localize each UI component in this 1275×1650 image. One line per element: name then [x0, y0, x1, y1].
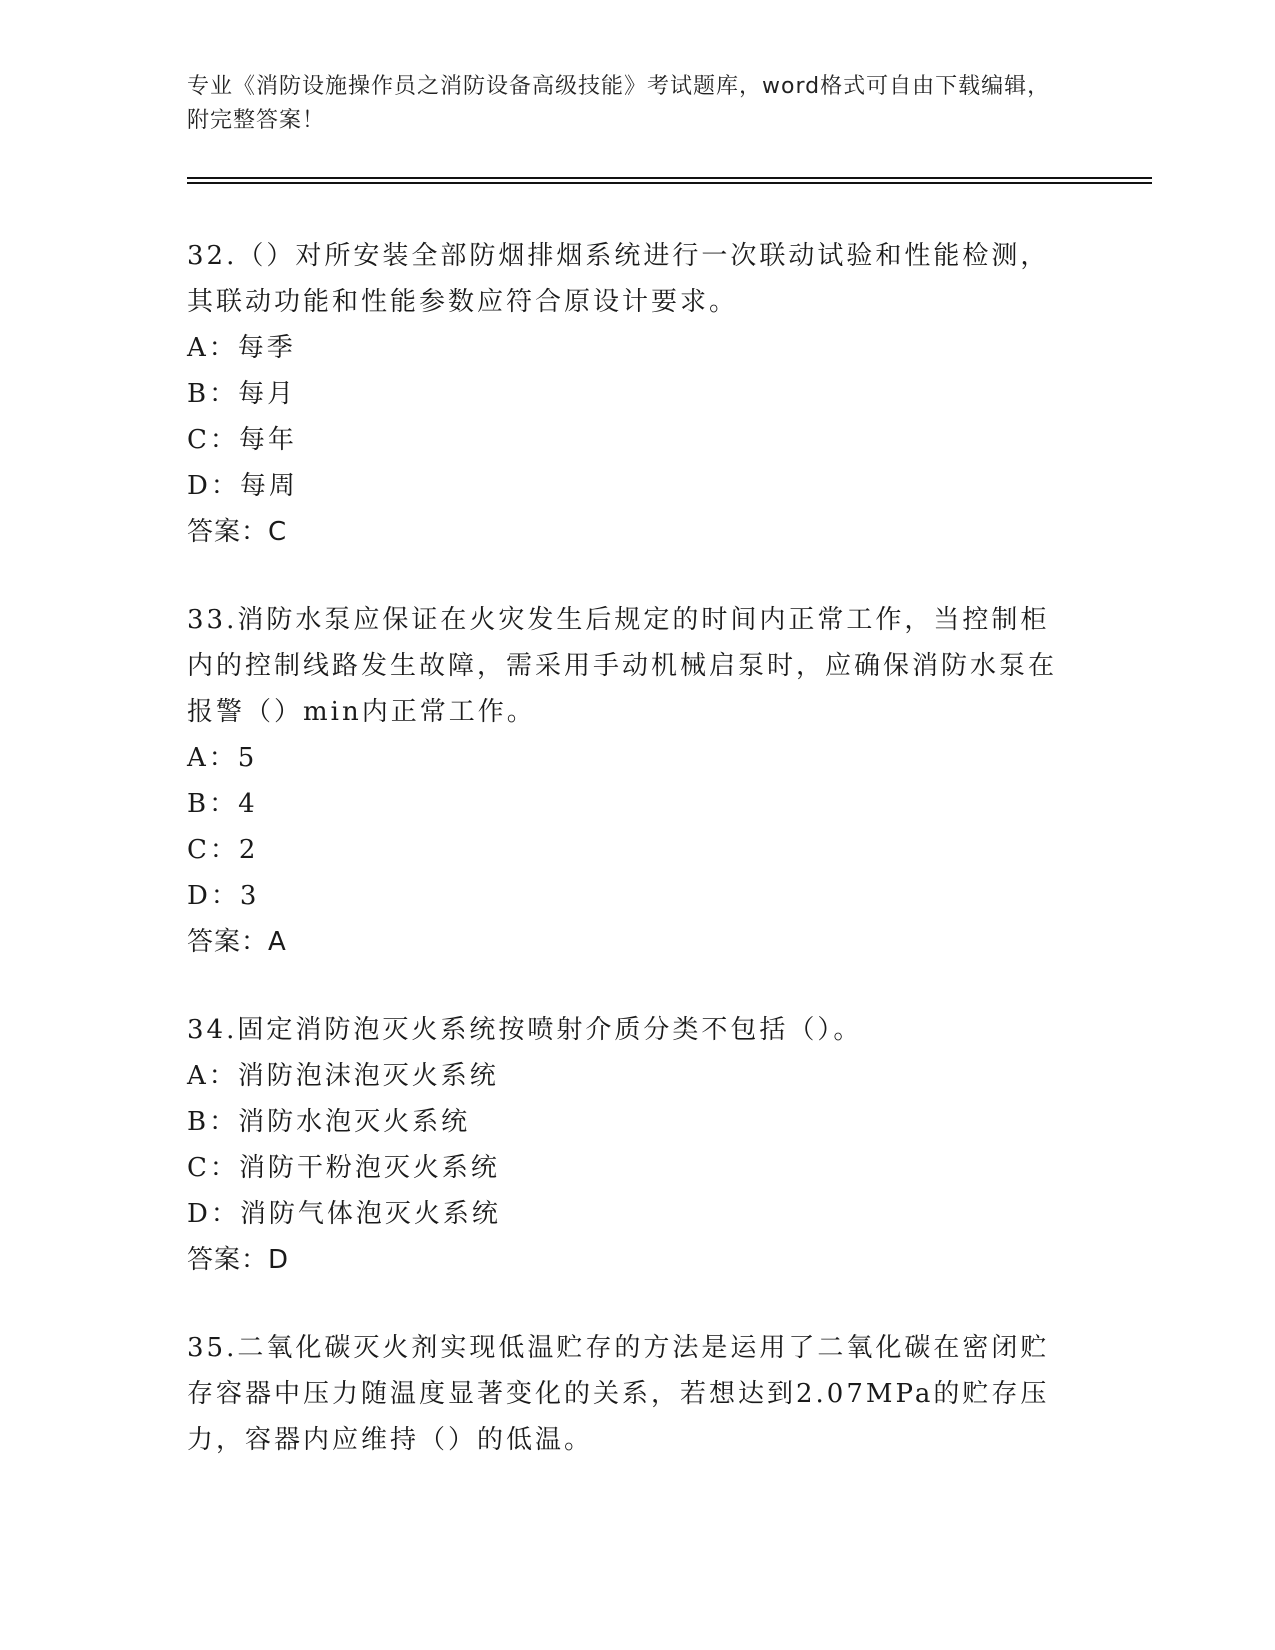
question-text: 34.固定消防泡灭火系统按喷射介质分类不包括（）。 [187, 1015, 863, 1045]
option-b: B：每月 [187, 379, 297, 409]
question-text: 33.消防水泵应保证在火灾发生后规定的时间内正常工作，当控制柜内的控制线路发生故障，需采用手动机械启泵时，应确保消防水泵在报警（）min内正常工作。 [187, 605, 1058, 727]
option-d: D：3 [187, 881, 260, 911]
option-a: A：消防泡沫泡灭火系统 [187, 1061, 499, 1091]
header-divider-top [187, 177, 1152, 179]
header-divider-bottom [187, 182, 1152, 184]
option-c: C：每年 [187, 425, 297, 455]
question-34 [187, 1007, 1067, 1283]
answer: 答案：D [187, 1245, 290, 1275]
option-b: B：4 [187, 789, 258, 819]
question-33 [187, 597, 1067, 965]
question-32 [187, 233, 1067, 555]
question-text: 32.（）对所安装全部防烟排烟系统进行一次联动试验和性能检测，其联动功能和性能参数应符合原设计要求。 [187, 241, 1050, 317]
option-b: B：消防水泡灭火系统 [187, 1107, 471, 1137]
option-a: A：5 [187, 743, 258, 773]
option-a: A：每季 [187, 333, 296, 363]
answer: 答案：C [187, 517, 288, 547]
option-c: C：2 [187, 835, 259, 865]
option-d: D：每周 [187, 471, 298, 501]
document-header: 专业《消防设施操作员之消防设备高级技能》考试题库，word格式可自由下载编辑，附完整答案！ [187, 74, 1051, 133]
option-d: D：消防气体泡灭火系统 [187, 1199, 501, 1229]
option-c: C：消防干粉泡灭火系统 [187, 1153, 500, 1183]
question-text: 35.二氧化碳灭火剂实现低温贮存的方法是运用了二氧化碳在密闭贮存容器中压力随温度显著变化的关系，若想达到2.07MPa的贮存压力，容器内应维持（）的低温。 [187, 1333, 1050, 1455]
question-35 [187, 1325, 1067, 1463]
answer: 答案：A [187, 927, 287, 957]
